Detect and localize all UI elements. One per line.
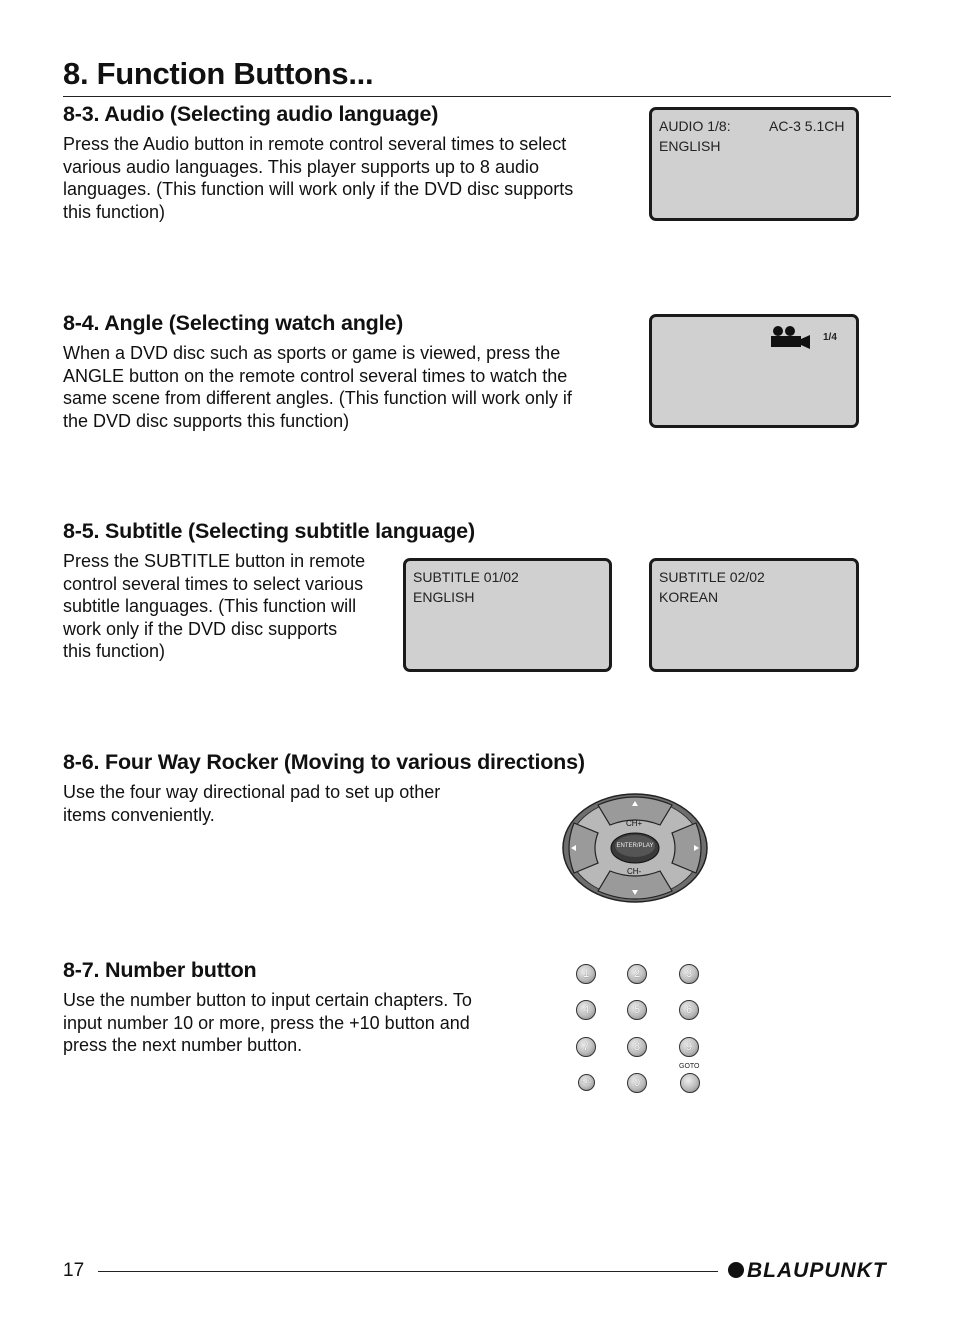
section-title-number: 8-7. Number button	[63, 958, 257, 982]
audio-track-label: AUDIO 1/8:	[659, 118, 731, 134]
subtitle-osd-screen-2	[649, 558, 859, 672]
keypad-button-6: 6	[679, 1000, 699, 1020]
enter-play-label: ENTER/PLAY	[616, 843, 654, 849]
section-title-subtitle: 8-5. Subtitle (Selecting subtitle language)	[63, 519, 475, 543]
text-line: When a DVD disc such as sports or game is viewed, press the	[63, 343, 561, 363]
section-body-audio	[63, 133, 633, 223]
text-line: work only if the DVD disc supports	[63, 618, 338, 639]
keypad-button-3: 3	[679, 964, 699, 984]
subtitle-language-label: KOREAN	[659, 589, 719, 605]
keypad-button-7: 7	[576, 1037, 596, 1057]
page-title: 8. Function Buttons...	[63, 56, 374, 91]
text-line: items conveniently.	[63, 804, 215, 825]
text-line: same scene from different angles. (This function will work only if	[63, 388, 572, 409]
text-line: press the next number button.	[63, 1035, 303, 1056]
text-line: this function)	[63, 201, 166, 222]
camera-icon	[768, 325, 812, 349]
section-body-subtitle	[63, 550, 398, 663]
subtitle-track-label: SUBTITLE 01/02	[413, 569, 519, 585]
ch-down-label: CH-	[627, 867, 642, 876]
text-line: languages. (This function will work only if the DVD disc supports	[63, 179, 574, 200]
footer-divider	[98, 1271, 718, 1272]
keypad-button-5: 5	[627, 1000, 647, 1020]
section-body-angle	[63, 342, 633, 432]
keypad-button-goto	[680, 1073, 700, 1093]
page-number: 17	[63, 1260, 85, 1281]
brand-logo	[728, 1259, 887, 1283]
text-line: input number 10 or more, press the +10 button and	[63, 1012, 470, 1033]
keypad-button-8: 8	[627, 1037, 647, 1057]
section-title-audio: 8-3. Audio (Selecting audio language)	[63, 102, 439, 126]
text-line: Press the SUBTITLE button in remote	[63, 551, 366, 571]
section-body-number	[63, 989, 533, 1057]
angle-counter: 1/4	[823, 332, 837, 343]
subtitle-track-label: SUBTITLE 02/02	[659, 569, 765, 585]
audio-osd-screen	[649, 107, 859, 221]
text-line: Press the Audio button in remote control several times to select	[63, 134, 567, 154]
audio-format-label: AC-3 5.1CH	[769, 118, 845, 134]
text-line: the DVD disc supports this function)	[63, 410, 350, 431]
goto-label: GOTO	[679, 1063, 700, 1070]
ch-up-label: CH+	[626, 819, 643, 828]
title-divider	[63, 96, 891, 97]
section-title-angle: 8-4. Angle (Selecting watch angle)	[63, 311, 404, 335]
keypad-button-4: 4	[576, 1000, 596, 1020]
section-title-rocker: 8-6. Four Way Rocker (Moving to various directions)	[63, 750, 585, 774]
keypad-button-1: 1	[576, 964, 596, 984]
keypad-button-2: 2	[627, 964, 647, 984]
angle-osd-screen	[649, 314, 859, 428]
keypad-button-0: 0	[627, 1073, 647, 1093]
text-line: various audio languages. This player supports up to 8 audio	[63, 156, 539, 177]
brand-name: BLAUPUNKT	[747, 1259, 887, 1282]
subtitle-language-label: ENGLISH	[413, 589, 475, 605]
text-line: Use the number button to input certain chapters. To	[63, 990, 472, 1010]
four-way-rocker	[562, 793, 708, 903]
text-line: this function)	[63, 641, 166, 662]
brand-dot-icon	[728, 1262, 744, 1278]
text-line: control several times to select various	[63, 573, 364, 594]
keypad-button-9: 9	[679, 1037, 699, 1057]
number-keypad	[570, 960, 710, 1100]
keypad-button-plus10: +10	[578, 1074, 595, 1091]
section-body-rocker	[63, 781, 533, 826]
text-line: ANGLE button on the remote control several times to watch the	[63, 365, 568, 386]
text-line: subtitle languages. (This function will	[63, 596, 357, 617]
audio-language-label: ENGLISH	[659, 138, 721, 154]
text-line: Use the four way directional pad to set up other	[63, 782, 441, 802]
subtitle-osd-screen-1	[403, 558, 612, 672]
